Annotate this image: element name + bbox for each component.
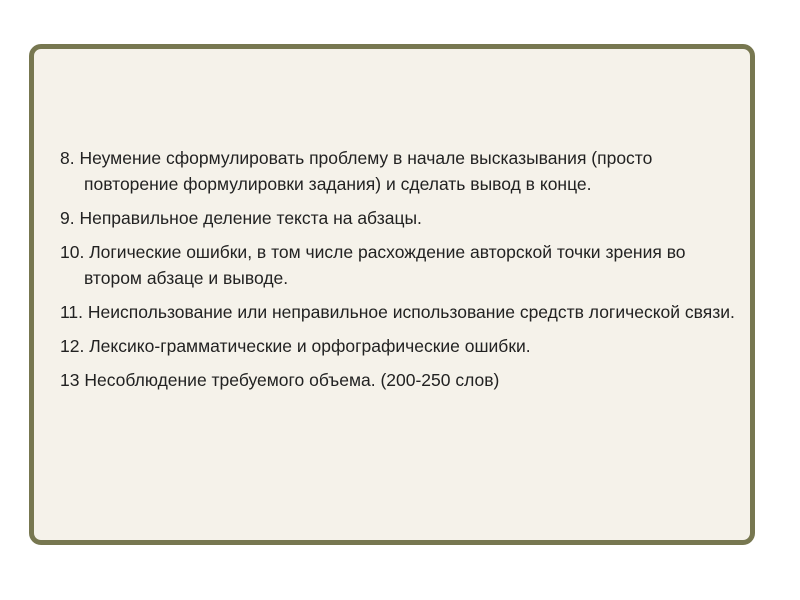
list-item: 12. Лексико-грамматические и орфографические ошибки. (60, 336, 531, 356)
list-item: 9. Неправильное деление текста на абзацы. (60, 208, 422, 228)
error-list (60, 145, 740, 401)
list-item: 13 Несоблюдение требуемого объема. (200-250 слов) (60, 370, 500, 390)
list-item: 11. Неиспользование или неправильное использование средств логической связи. (60, 302, 735, 322)
list-item: 10. Логические ошибки, в том числе расхождение авторской точки зрения во втором абзаце и выводе. (60, 242, 686, 288)
list-item: 8. Неумение сформулировать проблему в начале высказывания (просто повторение формулировки задания) и сделать вывод в конце. (60, 148, 653, 194)
